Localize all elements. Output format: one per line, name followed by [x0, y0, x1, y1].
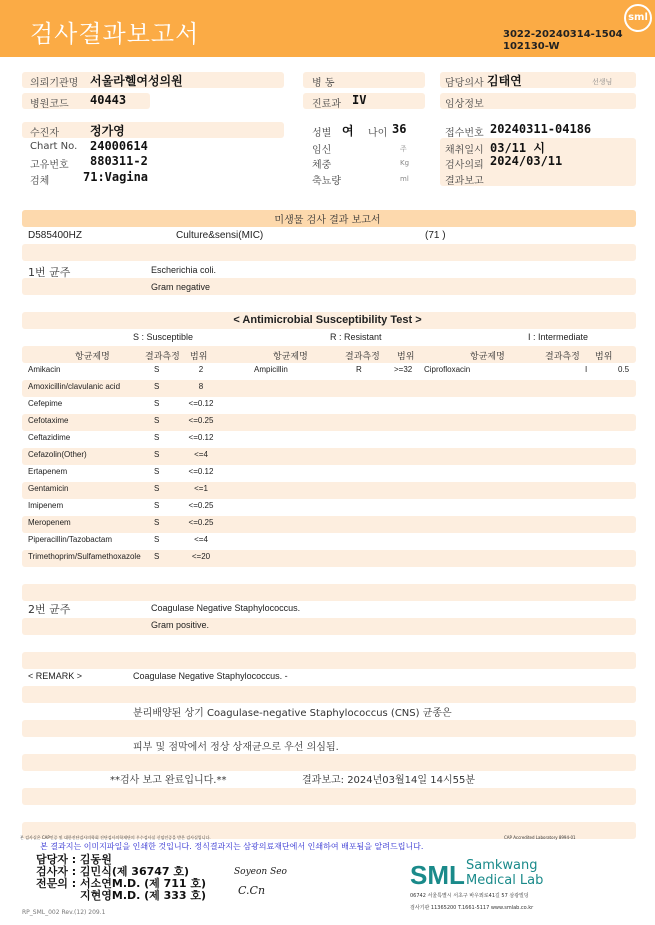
chart-value: 24000614: [90, 139, 148, 153]
mic-range: 8: [198, 382, 204, 391]
result-value: S: [154, 484, 160, 493]
test-specimen: (71 ): [425, 230, 446, 241]
antibiotic-name: Piperacillin/Tazobactam: [28, 535, 113, 544]
mic-range: >=32: [394, 365, 413, 374]
request-label: 검사의뢰: [445, 160, 484, 171]
license: 검사기관 11365200 T.1661-5117 www.smlab.co.kr: [410, 905, 534, 911]
mic-range: <=1: [194, 484, 208, 493]
strain2-label: 2번 균주: [28, 603, 71, 616]
cert-note: 본 검사실은 CAP인증 및 대한진단검사의학회 진단검사의학재단의 우수검사실 신임인증을 받은 검사실입니다.: [20, 835, 211, 840]
sex-value: 여: [342, 124, 354, 138]
dept-value: IV: [352, 93, 367, 107]
signature-2-text: C.Cn: [238, 884, 266, 897]
mic-range: <=0.25: [188, 501, 214, 510]
column-header: 범위: [397, 352, 415, 362]
institution-value: 서울라헬여성의원: [90, 74, 183, 88]
sex-label: 성별: [312, 128, 332, 139]
dept-label: 진료과: [312, 99, 341, 110]
sml-logo: sml: [624, 4, 652, 32]
antibiotic-name: Ceftazidime: [28, 433, 71, 442]
doctor-value: 김태연: [487, 74, 522, 88]
row-stripe: [22, 516, 636, 533]
strain1-label: 1번 균주: [28, 266, 71, 279]
result-value: S: [154, 416, 160, 425]
manager: 담당자 : 김동원: [36, 853, 112, 866]
age-value: 36: [392, 122, 407, 136]
mic-range: <=0.12: [188, 399, 214, 408]
mic-range: <=0.12: [188, 467, 214, 476]
doc-sub-number: 102130-W: [503, 41, 560, 52]
legend-s: S : Susceptible: [133, 332, 194, 342]
legend-i: I : Intermediate: [528, 332, 589, 342]
column-header: 항균제명: [75, 352, 110, 362]
row-stripe: [22, 244, 636, 261]
row-stripe: [22, 720, 636, 737]
antibiotic-name: Amikacin: [28, 365, 61, 374]
cap-note: CAP Accredited Laboratory 8994-01: [504, 835, 576, 840]
signature-2: [238, 884, 265, 897]
remark-label: < REMARK >: [28, 671, 83, 681]
receipt-label: 접수번호: [445, 128, 484, 139]
row-stripe: [22, 278, 636, 295]
page-title: 검사결과보고서: [30, 20, 200, 48]
hospital-code-value: 40443: [90, 93, 127, 107]
row-stripe: [22, 584, 636, 601]
ward-label: 병 동: [312, 78, 335, 89]
preg-label: 임신: [312, 145, 332, 156]
id-value: 880311-2: [90, 154, 148, 168]
brand-name-2: Medical Lab: [466, 873, 544, 888]
test-name: Culture&sensi(MIC): [176, 230, 264, 241]
result-value: S: [154, 518, 160, 527]
column-header: 항균제명: [470, 352, 505, 362]
specialist-1: 서소연M.D. (제 711 호): [80, 877, 207, 890]
column-header: 범위: [190, 352, 208, 362]
result-value: S: [154, 501, 160, 510]
mic-range: 2: [198, 365, 204, 374]
form-number: RP_SML_002 Rev.(12) 209.1: [22, 909, 106, 916]
row-stripe: [22, 686, 636, 703]
column-header: 결과측정: [345, 352, 380, 362]
mic-range: <=4: [194, 535, 208, 544]
antibiotic-name: Imipenem: [28, 501, 64, 510]
antibiotic-name: Ertapenem: [28, 467, 68, 476]
antibiotic-name: Gentamicin: [28, 484, 69, 493]
report-time: 결과보고: 2024년03월14일 14시55분: [302, 775, 476, 786]
antibiotic-name: Cefotaxime: [28, 416, 69, 425]
remark-line: 피부 및 점막에서 정상 상재균으로 우선 의심됨.: [133, 742, 339, 753]
specimen-label: 검체: [30, 176, 50, 187]
signature-1-text: Soyeon Seo: [234, 867, 287, 877]
column-header: 항균제명: [273, 352, 308, 362]
brand-name-1: Samkwang: [466, 858, 538, 873]
specimen-value: 71:Vagina: [83, 170, 149, 184]
column-header: 결과측정: [545, 352, 580, 362]
column-header: 결과측정: [145, 352, 180, 362]
remark-line: Coagulase Negative Staphylococcus. -: [133, 671, 288, 681]
specialist-label: 전문의 :: [36, 877, 77, 890]
antibiotic-name: Ciprofloxacin: [424, 365, 471, 374]
specialist-2: 지현영M.D. (제 333 호): [80, 889, 207, 902]
antibiotic-name: Meropenem: [28, 518, 71, 527]
institution-label: 의뢰기관명: [30, 78, 79, 89]
patient-value: 정가영: [90, 124, 125, 138]
ast-title: < Antimicrobial Susceptibility Test >: [233, 314, 422, 326]
age-label: 나이: [368, 128, 388, 139]
mic-range: <=4: [194, 450, 208, 459]
preg-unit: 주: [400, 145, 407, 153]
weight-label: 체중: [312, 160, 332, 171]
result-value: S: [154, 433, 160, 442]
id-label: 고유번호: [30, 160, 69, 171]
result-value: I: [585, 365, 588, 374]
row-stripe: [22, 414, 636, 431]
result-value: S: [154, 552, 160, 561]
antibiotic-name: Amoxicillin/clavulanic acid: [28, 382, 121, 391]
strain2-name: Coagulase Negative Staphylococcus.: [151, 603, 301, 613]
tester: 검사자 : 김민식(제 36747 호): [36, 865, 190, 878]
clinical-label: 임상정보: [445, 99, 484, 110]
report-label: 결과보고: [445, 176, 484, 187]
antibiotic-name: Ampicillin: [254, 365, 288, 374]
chart-label: Chart No.: [30, 141, 78, 152]
result-value: S: [154, 365, 160, 374]
result-value: S: [154, 450, 160, 459]
doctor-label: 담당의사: [445, 78, 484, 89]
strain2-gram: Gram positive.: [151, 620, 210, 630]
doctor-suffix: 선생님: [592, 78, 613, 86]
row-stripe: [22, 448, 636, 465]
row-stripe: [22, 754, 636, 771]
urine-label: 축뇨량: [312, 176, 341, 187]
strain1-gram: Gram negative: [151, 282, 211, 292]
hospital-code-label: 병원코드: [30, 99, 69, 110]
legend-r: R : Resistant: [330, 332, 382, 342]
strain1-name: Escherichia coli.: [151, 265, 217, 275]
collect-label: 채취일시: [445, 145, 484, 156]
brand-name: [466, 858, 543, 888]
doc-number: 3022-20240314-1504: [503, 29, 623, 40]
result-value: S: [154, 535, 160, 544]
result-value: S: [154, 399, 160, 408]
patient-label: 수진자: [30, 128, 59, 139]
collect-value: 03/11 시: [490, 141, 545, 155]
receipt-value: 20240311-04186: [490, 122, 592, 136]
urine-unit: ml: [400, 175, 409, 183]
mic-range: <=0.25: [188, 416, 214, 425]
mic-range: <=20: [191, 552, 211, 561]
address: 06742 서울특별시 서초구 바우뫼로41길 57 삼광빌딩: [410, 893, 529, 899]
test-code: D585400HZ: [28, 230, 82, 241]
row-stripe: [22, 618, 636, 635]
antibiotic-name: Cefazolin(Other): [28, 450, 87, 459]
sml-logo-bottom: SML: [410, 860, 465, 890]
row-stripe: [22, 482, 636, 499]
print-notice: 본 결과지는 이미지파일을 인쇄한 것입니다. 정식결과지는 삼광의료재단에서 인쇄하여 배포됨을 알려드립니다.: [40, 842, 424, 851]
mic-range: <=0.25: [188, 518, 214, 527]
weight-unit: Kg: [400, 159, 410, 167]
signature-1: [234, 867, 287, 877]
column-header: 범위: [595, 352, 613, 362]
result-value: S: [154, 467, 160, 476]
antibiotic-name: Trimethoprim/Sulfamethoxazole: [28, 552, 141, 561]
micro-title: 미생물 검사 결과 보고서: [274, 215, 381, 226]
mic-range: <=0.12: [188, 433, 214, 442]
remark-line: 분리배양된 상기 Coagulase-negative Staphylococcus (CNS) 균종은: [133, 708, 452, 719]
complete-text: **검사 보고 완료입니다.**: [110, 775, 227, 786]
row-stripe: [22, 346, 636, 363]
mic-range: 0.5: [618, 365, 630, 374]
antibiotic-name: Cefepime: [28, 399, 63, 408]
request-value: 2024/03/11: [490, 154, 563, 168]
result-value: S: [154, 382, 160, 391]
row-stripe: [22, 652, 636, 669]
info-row: [22, 122, 284, 138]
result-value: R: [356, 365, 362, 374]
row-stripe: [22, 788, 636, 805]
